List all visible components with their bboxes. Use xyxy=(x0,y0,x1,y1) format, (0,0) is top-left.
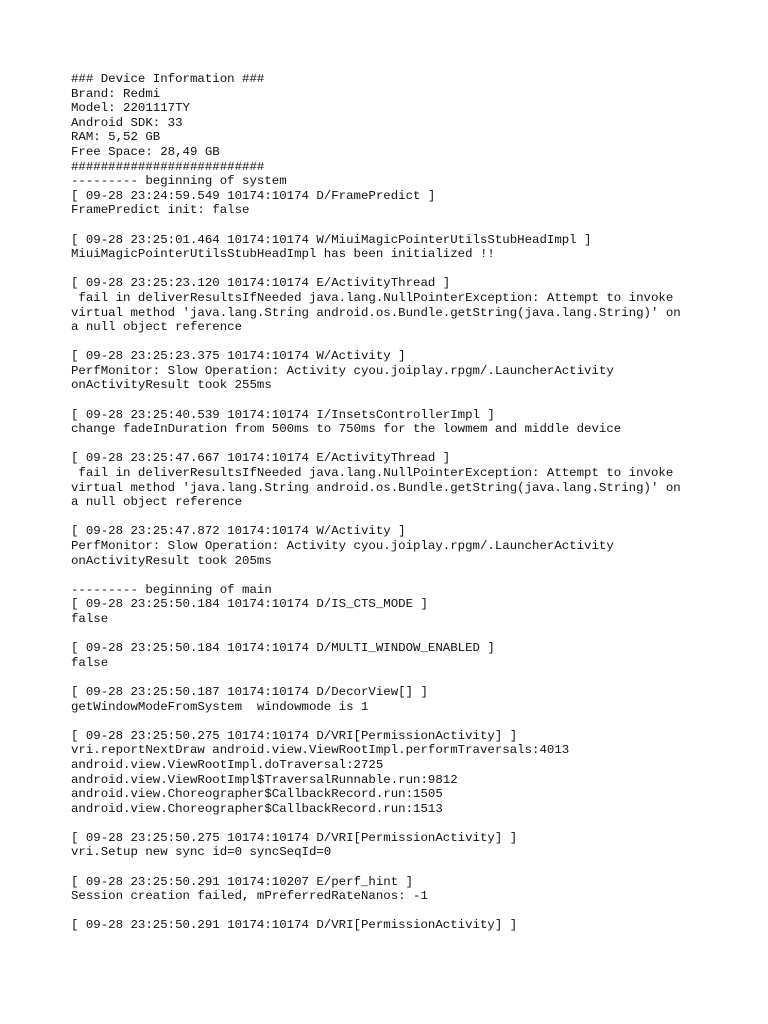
log-entry xyxy=(71,831,731,860)
blank-line xyxy=(71,262,731,277)
log-entry-header: [ 09-28 23:25:50.275 10174:10174 D/VRI[PermissionActivity] ] xyxy=(71,728,518,743)
log-entry-header: [ 09-28 23:25:23.375 10174:10174 W/Activity ] xyxy=(71,349,406,364)
log-entry xyxy=(71,685,731,714)
log-entry-message: false xyxy=(71,611,109,626)
device-info-line: Brand: Redmi xyxy=(71,86,161,101)
log-entry xyxy=(71,597,731,626)
log-buffer-separator: --------- beginning of main xyxy=(71,582,272,597)
blank-line xyxy=(71,510,731,525)
device-info-line: Free Space: 28,49 GB xyxy=(71,144,220,159)
log-entry-header: [ 09-28 23:24:59.549 10174:10174 D/FramePredict ] xyxy=(71,188,436,203)
log-entry xyxy=(71,729,731,817)
blank-line xyxy=(71,714,731,729)
log-entry-header: [ 09-28 23:25:50.184 10174:10174 D/MULTI_WINDOW_ENABLED ] xyxy=(71,641,495,656)
log-entry-message: false xyxy=(71,655,109,670)
log-entry-header: [ 09-28 23:25:40.539 10174:10174 I/InsetsControllerImpl ] xyxy=(71,407,495,422)
log-buffer-separator: --------- beginning of system xyxy=(71,174,287,189)
log-entry-message: vri.reportNextDraw android.view.ViewRootImpl.performTraversals:4013 xyxy=(71,743,570,758)
log-entry xyxy=(71,189,731,218)
log-entry-header: [ 09-28 23:25:50.187 10174:10174 D/DecorView[] ] xyxy=(71,684,428,699)
log-document xyxy=(71,72,731,933)
device-info-line: Android SDK: 33 xyxy=(71,115,183,130)
blank-line xyxy=(71,393,731,408)
log-entry xyxy=(71,233,731,262)
blank-line xyxy=(71,627,731,642)
device-information-block xyxy=(71,72,731,174)
log-entry-header: [ 09-28 23:25:47.872 10174:10174 W/Activity ] xyxy=(71,524,406,539)
blank-line xyxy=(71,218,731,233)
log-entry-header: [ 09-28 23:25:50.184 10174:10174 D/IS_CTS_MODE ] xyxy=(71,597,428,612)
log-entry xyxy=(71,918,731,933)
log-entry-message: a null object reference xyxy=(71,495,243,510)
log-entry-message: vri.Setup new sync id=0 syncSeqId=0 xyxy=(71,845,332,860)
log-entry-message: change fadeInDuration from 500ms to 750ms for the lowmem and middle device xyxy=(71,422,622,437)
blank-line xyxy=(71,437,731,452)
log-entry-message: PerfMonitor: Slow Operation: Activity cyou.joiplay.rpgm/.LauncherActivity xyxy=(71,539,614,553)
device-info-line: ########################## xyxy=(71,159,265,174)
log-entry-message: virtual method 'java.lang.String android.os.Bundle.getString(java.lang.String)' on xyxy=(71,305,681,320)
log-entry-message: fail in deliverResultsIfNeeded java.lang.NullPointerException: Attempt to invoke xyxy=(71,290,674,305)
log-entry xyxy=(71,524,731,568)
log-entry xyxy=(71,451,731,509)
log-entry-message: android.view.Choreographer$CallbackRecord.run:1513 xyxy=(71,801,443,816)
log-entry-message: android.view.Choreographer$CallbackRecord.run:1505 xyxy=(71,787,443,802)
log-sections xyxy=(71,174,731,933)
log-entry-message: PerfMonitor: Slow Operation: Activity cyou.joiplay.rpgm/.LauncherActivity xyxy=(71,363,614,378)
blank-line xyxy=(71,670,731,685)
log-entry-message: FramePredict init: false xyxy=(71,203,250,218)
log-entry-header: [ 09-28 23:25:47.667 10174:10174 E/ActivityThread ] xyxy=(71,451,451,466)
log-entry xyxy=(71,276,731,334)
log-entry-message: virtual method 'java.lang.String android.os.Bundle.getString(java.lang.String)' on xyxy=(71,480,681,495)
log-entry-header: [ 09-28 23:25:23.120 10174:10174 E/ActivityThread ] xyxy=(71,276,451,291)
log-entry-message: a null object reference xyxy=(71,320,243,335)
log-entry-message: fail in deliverResultsIfNeeded java.lang.NullPointerException: Attempt to invoke xyxy=(71,466,674,481)
log-entry-message: onActivityResult took 205ms xyxy=(71,553,272,568)
log-entry-message: android.view.ViewRootImpl$TraversalRunnable.run:9812 xyxy=(71,772,458,787)
log-entry-header: [ 09-28 23:25:01.464 10174:10174 W/MiuiMagicPointerUtilsStubHeadImpl ] xyxy=(71,232,592,247)
log-entry-message: getWindowModeFromSystem windowmode is 1 xyxy=(71,699,369,714)
log-entry xyxy=(71,875,731,904)
blank-line xyxy=(71,335,731,350)
log-entry-header: [ 09-28 23:25:50.275 10174:10174 D/VRI[PermissionActivity] ] xyxy=(71,830,518,845)
blank-line xyxy=(71,860,731,875)
log-entry xyxy=(71,349,731,393)
blank-line xyxy=(71,816,731,831)
device-info-line: RAM: 5,52 GB xyxy=(71,130,161,145)
device-info-line: Model: 2201117TY xyxy=(71,101,190,116)
log-entry-header: [ 09-28 23:25:50.291 10174:10174 D/VRI[PermissionActivity] ] xyxy=(71,918,518,933)
log-entry-message: android.view.ViewRootImpl.doTraversal:2725 xyxy=(71,757,384,772)
device-info-line: ### Device Information ### xyxy=(71,72,265,86)
log-entry-message: MiuiMagicPointerUtilsStubHeadImpl has been initialized !! xyxy=(71,247,495,262)
log-entry xyxy=(71,641,731,670)
blank-line xyxy=(71,904,731,919)
log-entry-message: Session creation failed, mPreferredRateNanos: -1 xyxy=(71,889,428,904)
log-entry-header: [ 09-28 23:25:50.291 10174:10207 E/perf_hint ] xyxy=(71,874,414,889)
blank-line xyxy=(71,568,731,583)
log-entry-message: onActivityResult took 255ms xyxy=(71,378,272,393)
log-entry xyxy=(71,408,731,437)
